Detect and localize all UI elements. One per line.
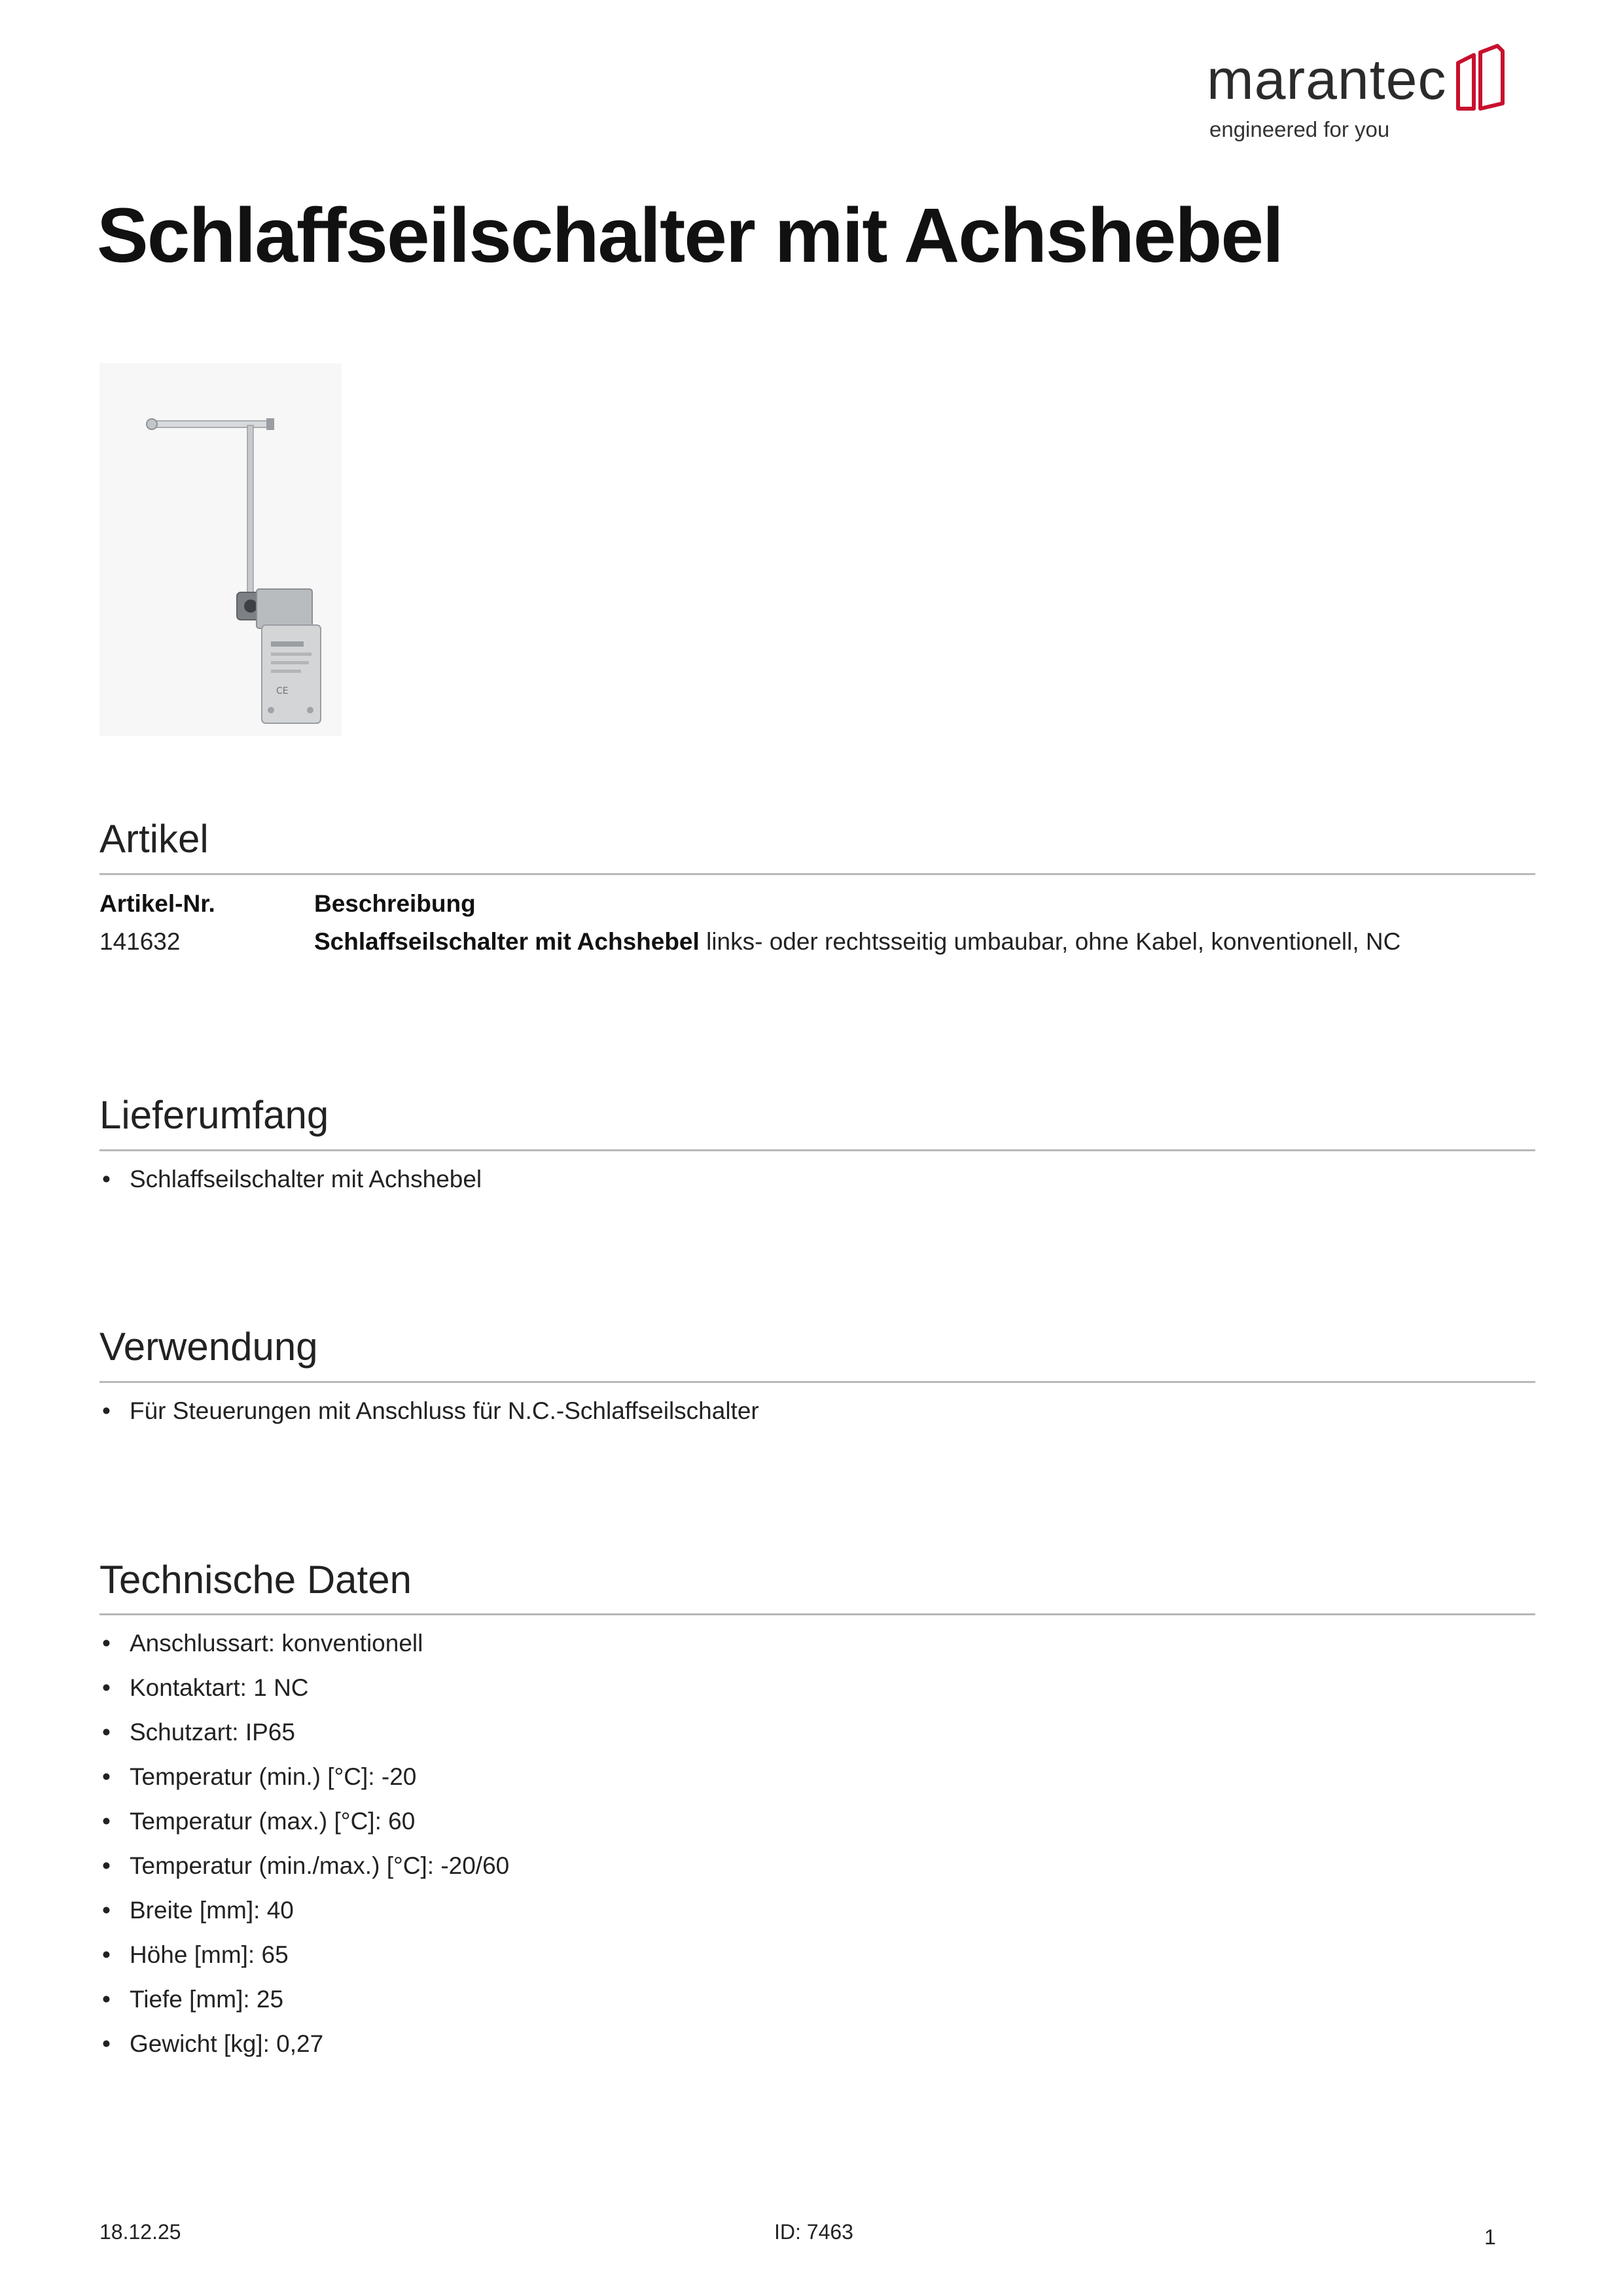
list-item: • Schlaffseilschalter mit Achshebel [99,1157,482,1202]
section-divider [99,873,1535,875]
article-number: 141632 [99,928,181,955]
footer-date: 18.12.25 [99,2220,181,2244]
list-item: • Breite [mm]: 40 [99,1888,509,1933]
list-item: • Höhe [mm]: 65 [99,1933,509,1977]
list-item: • Temperatur (max.) [°C]: 60 [99,1799,509,1844]
verwendung-list [99,1389,759,1433]
list-item: • Temperatur (min./max.) [°C]: -20/60 [99,1844,509,1888]
brand-tagline: engineered for you [1209,117,1390,141]
list-item: • Schutzart: IP65 [99,1710,509,1755]
brand-logo [1207,41,1508,152]
section-divider [99,1613,1535,1615]
page-title: Schlaffseilschalter mit Achshebel [97,192,1283,279]
section-divider [99,1381,1535,1383]
svg-text:CE: CE [276,686,289,696]
section-heading-verwendung: Verwendung [99,1325,318,1369]
article-description [314,927,1400,957]
section-heading-artikel: Artikel [99,817,209,861]
list-item: • Gewicht [kg]: 0,27 [99,2022,509,2066]
list-item: • Für Steuerungen mit Anschluss für N.C.-Schlaffseilschalter [99,1389,759,1433]
footer-page-number: 1 [1484,2225,1496,2249]
column-header-artikel-nr: Artikel-Nr. [99,890,215,917]
column-header-beschreibung: Beschreibung [314,890,476,917]
lieferumfang-list [99,1157,482,1202]
product-image [99,363,342,736]
list-item: • Kontaktart: 1 NC [99,1666,509,1710]
list-item: • Temperatur (min.) [°C]: -20 [99,1755,509,1799]
section-heading-technische-daten: Technische Daten [99,1558,412,1602]
footer-document-id: ID: 7463 [774,2220,853,2244]
technische-daten-list [99,1621,509,2066]
section-divider [99,1149,1535,1151]
section-heading-lieferumfang: Lieferumfang [99,1093,329,1137]
list-item: • Anschlussart: konventionell [99,1621,509,1666]
list-item: • Tiefe [mm]: 25 [99,1977,509,2022]
marantec-mark-icon [1454,43,1507,115]
article-details: links- oder rechtsseitig umbaubar, ohne Kabel, konventionell, NC [706,928,1401,955]
brand-name: marantec [1207,48,1447,111]
article-name: Schlaffseilschalter mit Achshebel [314,928,700,955]
